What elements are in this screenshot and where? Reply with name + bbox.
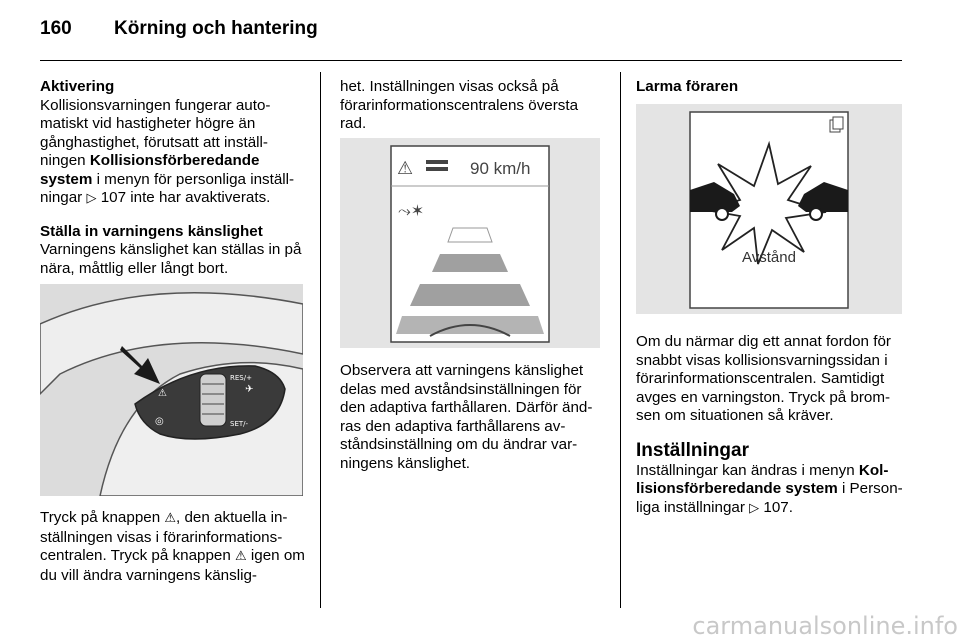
display-speed: 90 km/h <box>470 159 531 178</box>
settings-text: Inställningar kan ändras i menyn <box>636 461 859 479</box>
watermark: carmanualsonline.info <box>692 612 958 640</box>
svg-text:⚠: ⚠ <box>158 388 167 399</box>
page-ref: 107 <box>100 189 127 206</box>
heading-alert: Larma föraren <box>636 78 739 95</box>
heading-activation: Aktivering <box>40 78 115 95</box>
button-instruction <box>40 509 306 585</box>
activation-text-2: i menyn för personliga inställ-ningar <box>40 170 295 206</box>
setting-name: Kollisionsförberedande system <box>40 152 260 188</box>
activation-text: Kollisionsvarningen fungerar auto-matiskt vid hastigheter högre än gånghastighet, förutsatt att inställ-ningen <box>40 96 271 169</box>
svg-text:◎: ◎ <box>155 416 164 427</box>
column-1 <box>40 78 306 292</box>
heading-settings: Inställningar <box>636 439 749 461</box>
heading-sensitivity: Ställa in varningens känslighet <box>40 222 263 240</box>
sensitivity-section <box>40 223 306 279</box>
steering-wheel-figure <box>40 284 303 496</box>
settings-section <box>636 440 906 519</box>
instruction-text: Tryck på knappen <box>40 509 165 526</box>
column-divider-1 <box>320 72 321 608</box>
display-figure <box>340 138 600 348</box>
svg-text:✈: ✈ <box>245 384 254 395</box>
activation-text-3: inte har avaktiverats. <box>126 189 271 206</box>
figure-label-distance: Avstånd <box>742 249 796 266</box>
settings-text-2: i Person-liga inställningar <box>636 480 903 516</box>
column-divider-2 <box>620 72 621 608</box>
header-rule <box>40 60 902 61</box>
menu-name: Kol-lisionsförberedande system <box>636 461 889 497</box>
alert-section <box>636 78 904 97</box>
instruction-text-3: igen om du vill ändra varningens känslig- <box>40 547 305 584</box>
svg-text:⤳✶: ⤳✶ <box>398 201 425 220</box>
svg-text:RES/+: RES/+ <box>230 374 252 382</box>
page-ref-arrow-icon-2: ▷ <box>749 500 760 516</box>
svg-text:⚠: ⚠ <box>397 158 414 179</box>
activation-section <box>40 78 306 209</box>
svg-text:SET/-: SET/- <box>230 420 249 428</box>
sensitivity-text: Varningens känslighet kan ställas in på nära, måttlig eller långt bort. <box>40 241 302 277</box>
column-3-bottom <box>636 333 906 532</box>
shared-sensitivity-text: Observera att varningens känslighet delas med avståndsinställningen för den adaptiva farthållaren. Därför änd-ras den adaptiva farthållarens av-ståndsinställning om du ändrar var-ningens känslighet. <box>340 362 593 472</box>
collision-sensitivity-icon: ⚠ <box>164 511 177 526</box>
column-2-bottom <box>340 362 608 487</box>
settings-text-3: . <box>788 498 793 516</box>
alert-text: Om du närmar dig ett annat fordon för snabbt visas kollisionsvarningssidan i förarinformationscentralen. Samtidigt avges en varningston. Tryck på brom-sen om situationen så kräver. <box>636 333 891 424</box>
page-header <box>40 18 318 40</box>
instruction-text-2: , den aktuella in-ställningen visas i förarinformations-centralen. Tryck på knappen <box>40 509 288 564</box>
page-ref-arrow-icon: ▷ <box>86 191 97 206</box>
collision-alert-figure <box>636 104 902 314</box>
column-1-bottom <box>40 509 306 599</box>
collision-sensitivity-icon-2: ⚠ <box>235 549 247 564</box>
page-ref-2: 107 <box>763 498 789 516</box>
display-text: het. Inställningen visas också på förarinformationscentralens översta rad. <box>340 78 579 132</box>
page-number: 160 <box>40 18 72 39</box>
chapter-title: Körning och hantering <box>114 18 318 39</box>
